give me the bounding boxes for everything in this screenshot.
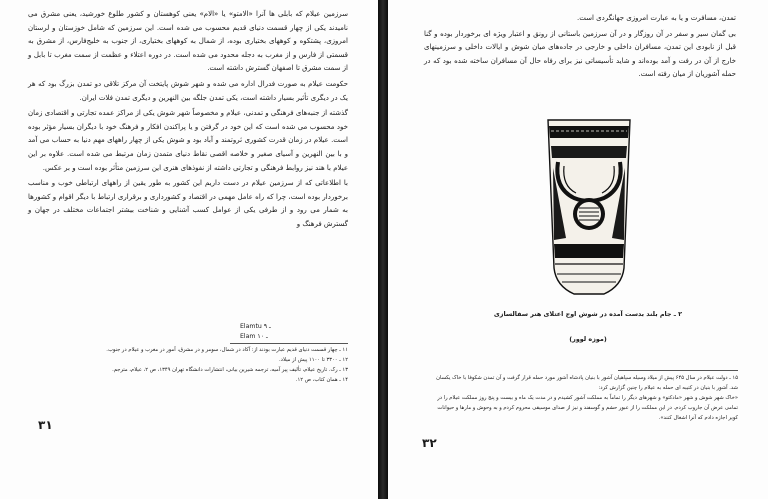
page-number: ۳۲ [422,436,437,450]
footnote: ۱۴ ـ همان کتاب، ص ۱۲. [295,377,348,383]
footnote-rule [618,370,738,371]
footnote: ۱۵ ـ دولت عیلام در سال ۶۴۵ پیش از میلاد وسیله سپاهیان آشور با بنیان پادشاه آشور مورد حمله قرار گرفت و آن تمدن شکوفا با خاک یکسان شد. آشور با بنیان در کتیبه ای حمله به عیلام را چنین گزارش کرد: [436,375,738,391]
footnote: ۱۳ ـ رک. تاریخ عیلام، تألیف پیر آمیه، ترجمه شیرین بیانی، انتشارات دانشگاه تهران ۱۳۴۹، ص ۲، عیلام، مترجم. [112,367,348,373]
figure-location: (موزه لوور) [569,335,607,343]
right-footnotes [428,373,738,423]
paragraph: تمدن، مسافرت و یا به عبارت امروزی جهانگردی است. [576,14,736,22]
right-page-body [424,12,736,84]
figure-caption: ۲ ـ جام بلند بدست آمده در شوش اوج اعتلای هنر سفالسازی [493,310,683,318]
paragraph: با اطلاعاتی که از سرزمین عیلام در دست داریم این کشور به طور یقین از راههای ارتباطی خوب و مناسب برخوردار بوده است، چرا که راه عامل مهمی در اقتصاد و کشورداری و برقراری ارتباط با دیگر اقوام و کشورها به شمار می رود و از طرفی یکی از عوامل کسب آشنایی و شناخت بیشتر اجتماعات مختلف در جهان و گسترش فرهنگ و [28,179,348,228]
footnote: ۱۱ ـ چهار قسمت دنیای قدیم عبارت بودند از: آکاد در شمال، سومر و در مشرق، آمور در مغرب و عیلام در جنوب. [106,347,348,353]
paragraph: گذشته از جنبه‌های فرهنگی و تمدنی، عیلام و مخصوصاً شهر شوش یکی از مراکز عمده تجارتی و اقتصادی زمان خود محسوب می شده است که این خود در گرفتن و یا پراکندن افکار و فرهنگ خود با دیگران بسیار مؤثر بوده است. عیلام در زمان قدرت کشوری ثروتمند و آباد بود و شوش یکی از چهار راههای مهم دنیا به حساب می آمد و با بین النهرین و آسیای صغیر و خلاصه اقصی نقاط دنیای متمدن زمان مرتبط می شده است. علاوه بر این عیلام با هند نیز روابط فرهنگی و تجارتی داشته از نفوذهای هنری این سرزمین متأثر بوده است و بر عکس. [28,109,348,172]
footnote: ۱۲ ـ ۳۳۰۰ تا ۱۱۰۰ پیش از میلاد. [279,357,348,363]
left-footnotes [28,345,348,385]
elamite-vase-illustration [544,118,634,298]
book-spine [378,0,388,499]
latin-note-elam: Elam ـ ۱۰ [240,333,268,340]
left-page-body [28,8,348,234]
right-page [388,0,768,499]
paragraph: سرزمین عیلام که بابلی ها آنرا «الامتو» یا «الام» یعنی کوهستان و کشور طلوع خورشید، یعنی مشرق می نامیدند یکی از چهار قسمت دنیای قدیم محسوب می شده است. این سرزمین که شامل خوزستان و لرستان امروزی، پشتکوه و کوههای بختیاری بوده، از شمال به کوههای بختیاری، از جنوب به خلیج‌فارس، از مشرق به قسمتی از فارس و از مغرب به دجله محدود می شده است. در دوره اعتلاء و عظمت از سمت مغرب تا بابل و از سمت مشرق تا اصفهان گسترش داشته است. [28,10,348,73]
paragraph: بی گمان سیر و سفر در آن روزگار و در آن سرزمین باستانی از رونق و اعتبار ویژه ای برخوردار بوده و گنا قبل از نابودی این تمدن، مسافران داخلی و خارجی در جاده‌های میان شوش و ایالات داخلی و سرزمینهای خارج از آن در رفت و آمد بوده‌اند و شاید تأسیساتی نیز برای رفاه حال آن مسافران ساخته شده بود که در حمله آشوریان از میان رفته است. [424,29,736,79]
left-page [0,0,378,499]
page-number: ۳۱ [38,418,53,432]
latin-note-elamtu: Elamtu ـ ۹ [240,323,271,330]
footnote-rule [230,343,348,344]
paragraph: حکومت عیلام به صورت فدرال اداره می شده و شهر شوش پایتخت آن مرکز تلاقی دو تمدن بزرگ بود که هر یک در دیگری تأثیر بسیار داشته است، یکی تمدن جلگه بین النهرین و دیگری تمدن فلات ایران. [28,79,348,102]
footnote: «خاک شهر شوش و شهر «مادکتو» و شهرهای دیگر را تماماً به مملکت آشور کشیدم و در مدت یک ماه و بیست و پنج روز مملکت عیلام را در تمامی عرض آن جاروب کردم. در این مملکت را از عبور حشم و گوسفند و نیز از صدای موسیقی محروم کردم و به وحوش و مارها و حیوانات کویر اجازه دادم که آنرا اشغال کنند». [437,395,738,421]
